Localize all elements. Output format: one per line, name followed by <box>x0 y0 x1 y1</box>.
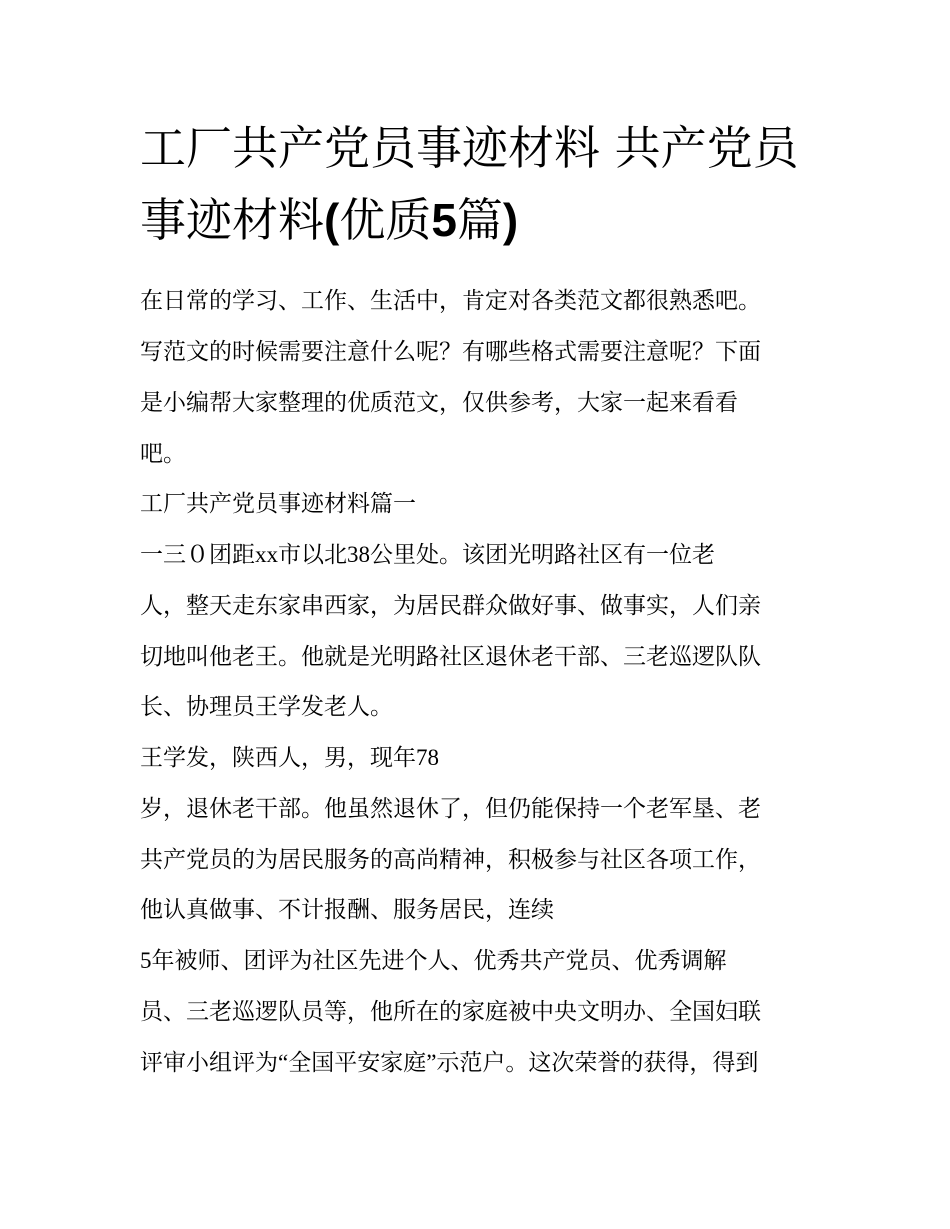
document-title <box>140 112 840 256</box>
body-line: 一三０团距xx市以北38公里处。该团光明路社区有一位老 <box>140 542 715 567</box>
body-line: 共产党员的为居民服务的高尚精神，积极参与社区各项工作， <box>140 847 761 872</box>
body-line: 员、三老巡逻队员等，他所在的家庭被中央文明办、全国妇联 <box>140 999 761 1024</box>
body-line: 是小编帮大家整理的优质范文，仅供参考，大家一起来看看 <box>140 390 738 415</box>
title-text: 工厂共产党员事迹材料 共产党员事迹材料 <box>140 121 799 247</box>
title-paren-open: ( <box>324 194 340 246</box>
body-line: 长、协理员王学发老人。 <box>140 694 393 719</box>
body-line: 5年被师、团评为社区先进个人、优秀共产党员、优秀调解 <box>140 948 727 973</box>
body-line: 在日常的学习、工作、生活中，肯定对各类范文都很熟悉吧。 <box>140 288 761 313</box>
title-number: 5 <box>431 194 457 246</box>
body-line: 切地叫他老王。他就是光明路社区退休老干部、三老巡逻队队 <box>140 644 761 669</box>
title-end: 篇 <box>456 193 503 247</box>
section-heading: 工厂共产党员事迹材料篇一 <box>140 491 416 516</box>
title-paren-close: ) <box>502 194 519 246</box>
body-line: 岁，退休老干部。他虽然退休了，但仍能保持一个老军垦、老 <box>140 796 761 821</box>
body-line: 王学发，陕西人，男，现年78 <box>140 745 439 770</box>
body-line: 写范文的时候需要注意什么呢？有哪些格式需要注意呢？下面 <box>140 339 761 364</box>
title-mid: 优质 <box>339 193 432 247</box>
body-line: 吧。 <box>140 441 186 466</box>
body-line: 人，整天走东家串西家，为居民群众做好事、做事实，人们亲 <box>140 593 761 618</box>
body-line: 他认真做事、不计报酬、服务居民，连续 <box>140 897 554 922</box>
body-line: 评审小组评为“全国平安家庭”示范户。这次荣誉的获得，得到 <box>140 1050 759 1075</box>
